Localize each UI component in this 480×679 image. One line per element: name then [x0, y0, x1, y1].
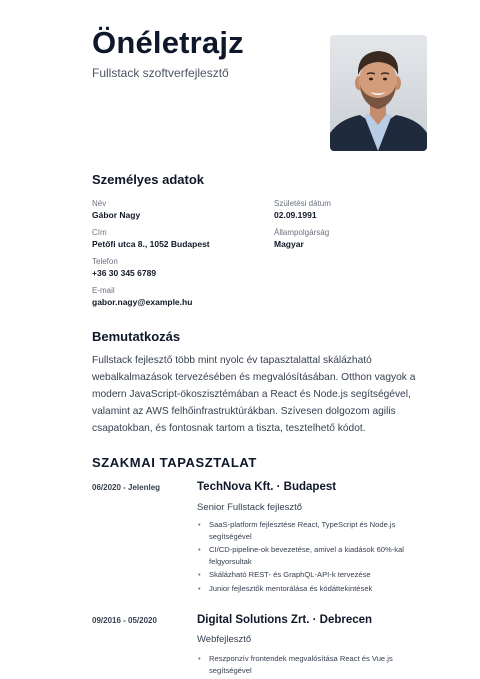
list-item: • Junior fejlesztők mentorálása és kódáttekintések: [197, 583, 412, 595]
job-date: 06/2020 - Jelenleg: [92, 483, 161, 492]
address-label: Cím: [92, 228, 107, 237]
job-role: Senior Fullstack fejlesztő: [197, 502, 303, 513]
list-item: • SaaS-platform fejlesztése React, TypeScript és Node.js segítségével: [197, 519, 412, 542]
job-bullet-list: [197, 519, 412, 596]
page-title: Önéletrajz: [92, 25, 244, 60]
name-label: Név: [92, 199, 107, 208]
summary-heading: Bemutatkozás: [92, 329, 181, 344]
nationality-value: Magyar: [274, 239, 304, 249]
list-item: • CI/CD-pipeline-ok bevezetése, amivel a kiadások 60%-kal felgyorsultak: [197, 544, 412, 567]
portrait-image: [330, 35, 427, 151]
profile-photo: [330, 35, 427, 151]
phone-field: [92, 257, 156, 279]
email-field: [92, 286, 192, 308]
email-label: E-mail: [92, 286, 115, 295]
nationality-label: Állampolgárság: [274, 228, 330, 237]
personal-data-heading: Személyes adatok: [92, 172, 205, 187]
birth-date-value: 02.09.1991: [274, 210, 317, 220]
nationality-field: [274, 228, 329, 250]
list-item: • Reszponzív frontendek megvalósítása React és Vue.js segítségével: [197, 653, 412, 676]
job-company: TechNova Kft. · Budapest: [197, 481, 337, 493]
name-value: Gábor Nagy: [92, 210, 141, 220]
job-date: 09/2016 - 05/2020: [92, 616, 157, 625]
address-value: Petőfi utca 8., 1052 Budapest: [92, 239, 210, 249]
phone-label: Telefon: [92, 257, 118, 266]
job-bullet-list: [197, 653, 412, 678]
job-company: Digital Solutions Zrt. · Debrecen: [197, 614, 373, 626]
list-item: • Skálázható REST- és GraphQL-API-k tervezése: [197, 569, 412, 581]
birth-date-label: Születési dátum: [274, 199, 331, 208]
job-title-subtitle: Fullstack szoftverfejlesztő: [92, 66, 229, 81]
experience-heading: SZAKMAI TAPASZTALAT: [92, 455, 257, 470]
resume-header: [92, 26, 244, 80]
email-value: gabor.nagy@example.hu: [92, 297, 193, 307]
address-field: [92, 228, 210, 250]
birth-date-field: [274, 199, 331, 221]
job-role: Webfejlesztő: [197, 634, 252, 645]
summary-text: Fullstack fejlesztő több mint nyolc év tapasztalattal skálázható webalkalmazások tervezésében és megvalósításában. Otthon vagyok a modern JavaScript-ökoszisztémában a React és Node.js segítségével, valamint az AWS felhőinfrastruktúrákban. Szívesen dolgozom agilis csapatokban, és fontosnak tartom a tiszta, tesztelhető kódot.: [92, 355, 416, 434]
name-field: [92, 199, 140, 221]
phone-value: +36 30 345 6789: [92, 268, 157, 278]
